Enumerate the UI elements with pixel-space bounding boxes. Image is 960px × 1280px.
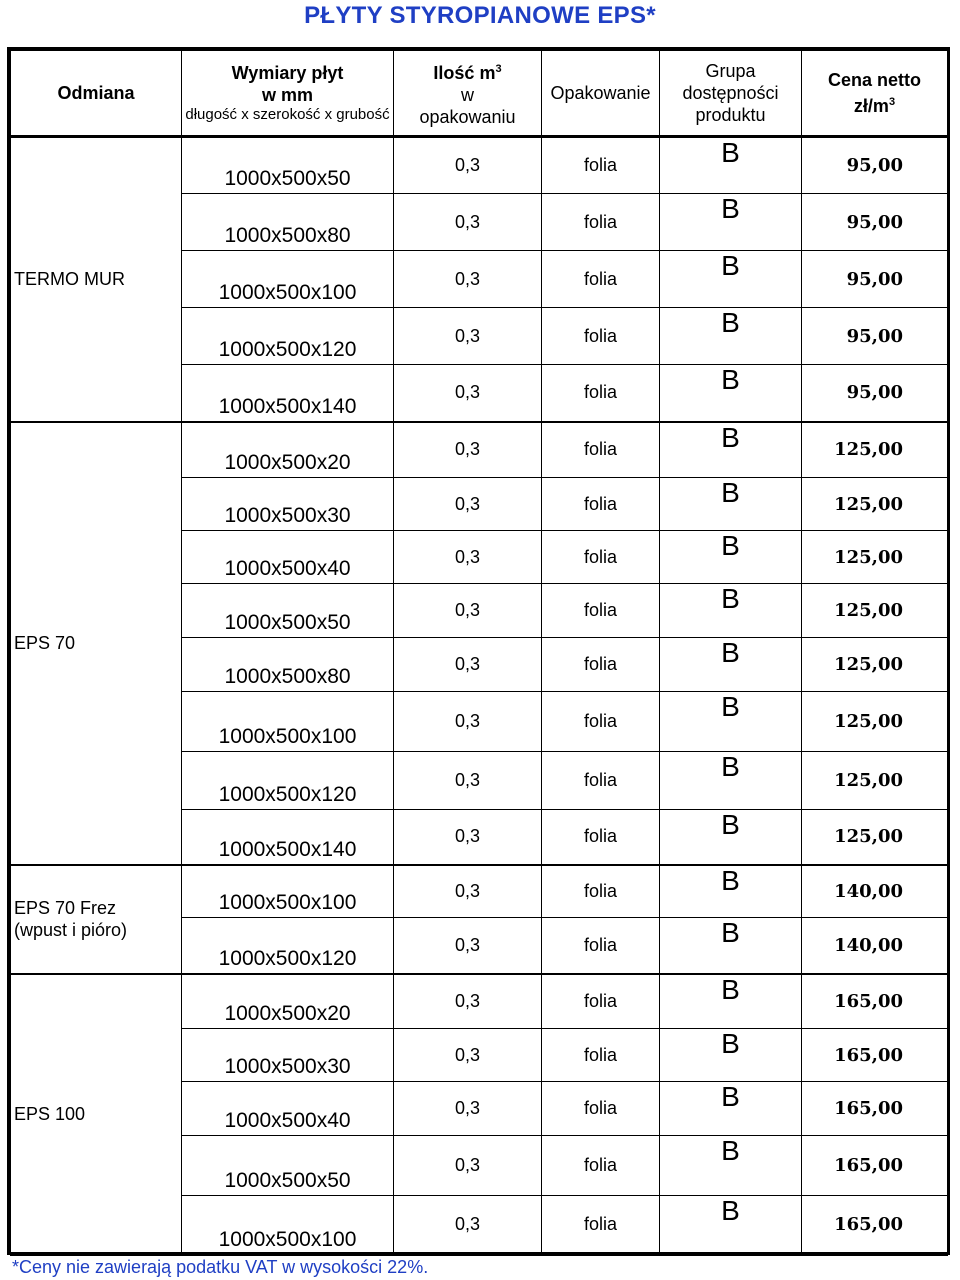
header-ilosc-line1: Ilość m	[433, 63, 496, 83]
packaging-cell: folia	[542, 974, 660, 1029]
header-grupa-line1: Grupa	[705, 61, 756, 81]
quantity-cell: 0,3	[394, 584, 542, 638]
header-wymiary-line3: długość x szerokość x grubość	[185, 106, 390, 123]
quantity-cell: 0,3	[394, 365, 542, 422]
packaging-cell: folia	[542, 308, 660, 365]
header-ilosc-sup: 3	[495, 63, 502, 75]
quantity-cell: 0,3	[394, 308, 542, 365]
dimensions-cell: 1000x500x50	[182, 1136, 394, 1196]
availability-group-cell: B	[660, 531, 802, 584]
header-ilosc-line2: w	[461, 85, 474, 105]
price-cell: 125,00	[802, 584, 948, 638]
price-cell: 165,00	[802, 1029, 948, 1082]
header-ilosc-line3: opakowaniu	[419, 107, 516, 127]
dimensions-cell: 1000x500x40	[182, 531, 394, 584]
variety-cell	[11, 974, 182, 1255]
packaging-cell: folia	[542, 1196, 660, 1255]
vat-footnote: *Ceny nie zawierają podatku VAT w wysokości 22%.	[12, 1257, 429, 1277]
packaging-cell: folia	[542, 365, 660, 422]
header-grupa-line3: produktu	[695, 105, 766, 125]
price-cell: 125,00	[802, 478, 948, 531]
packaging-cell: folia	[542, 194, 660, 251]
availability-group-cell: B	[660, 365, 802, 422]
price-table-body	[11, 137, 948, 1255]
packaging-cell: folia	[542, 584, 660, 638]
quantity-cell: 0,3	[394, 1136, 542, 1196]
quantity-cell: 0,3	[394, 1082, 542, 1136]
table-row	[11, 865, 948, 918]
dimensions-cell: 1000x500x100	[182, 692, 394, 752]
dimensions-cell: 1000x500x20	[182, 974, 394, 1029]
price-cell: 125,00	[802, 638, 948, 692]
header-wymiary	[182, 51, 394, 137]
price-cell: 95,00	[802, 194, 948, 251]
availability-group-cell: B	[660, 1136, 802, 1196]
price-cell: 125,00	[802, 422, 948, 478]
price-cell: 95,00	[802, 365, 948, 422]
packaging-cell: folia	[542, 137, 660, 194]
availability-group-cell: B	[660, 1029, 802, 1082]
quantity-cell: 0,3	[394, 810, 542, 865]
dimensions-cell: 1000x500x120	[182, 308, 394, 365]
variety-name: TERMO MUR	[14, 269, 125, 290]
availability-group-cell: B	[660, 137, 802, 194]
quantity-cell: 0,3	[394, 638, 542, 692]
packaging-cell: folia	[542, 1136, 660, 1196]
availability-group-cell: B	[660, 810, 802, 865]
header-row	[11, 51, 948, 137]
price-cell: 165,00	[802, 1082, 948, 1136]
dimensions-cell: 1000x500x140	[182, 365, 394, 422]
dimensions-cell: 1000x500x100	[182, 865, 394, 918]
packaging-cell: folia	[542, 478, 660, 531]
dimensions-cell: 1000x500x20	[182, 422, 394, 478]
variety-cell	[11, 422, 182, 865]
header-odmiana: Odmiana	[11, 51, 182, 137]
dimensions-cell: 1000x500x120	[182, 918, 394, 974]
price-cell: 125,00	[802, 531, 948, 584]
price-cell: 165,00	[802, 1196, 948, 1255]
packaging-cell: folia	[542, 638, 660, 692]
price-cell: 165,00	[802, 974, 948, 1029]
price-cell: 125,00	[802, 810, 948, 865]
availability-group-cell: B	[660, 422, 802, 478]
dimensions-cell: 1000x500x80	[182, 194, 394, 251]
dimensions-cell: 1000x500x100	[182, 251, 394, 308]
price-cell: 140,00	[802, 918, 948, 974]
quantity-cell: 0,3	[394, 918, 542, 974]
table-row	[11, 137, 948, 194]
quantity-cell: 0,3	[394, 692, 542, 752]
price-table	[7, 47, 950, 1255]
variety-name: EPS 70	[14, 633, 76, 653]
availability-group-cell: B	[660, 1082, 802, 1136]
packaging-cell: folia	[542, 810, 660, 865]
dimensions-cell: 1000x500x40	[182, 1082, 394, 1136]
dimensions-cell: 1000x500x100	[182, 1196, 394, 1255]
dimensions-cell: 1000x500x120	[182, 752, 394, 810]
dimensions-cell: 1000x500x30	[182, 478, 394, 531]
quantity-cell: 0,3	[394, 974, 542, 1029]
quantity-cell: 0,3	[394, 194, 542, 251]
quantity-cell: 0,3	[394, 1029, 542, 1082]
variety-cell	[11, 137, 182, 422]
availability-group-cell: B	[660, 1196, 802, 1255]
header-grupa	[660, 51, 802, 137]
dimensions-cell: 1000x500x30	[182, 1029, 394, 1082]
quantity-cell: 0,3	[394, 1196, 542, 1255]
price-cell: 95,00	[802, 308, 948, 365]
dimensions-cell: 1000x500x50	[182, 584, 394, 638]
availability-group-cell: B	[660, 974, 802, 1029]
header-cena-sup: 3	[888, 96, 896, 108]
variety-name: EPS 100	[14, 1104, 86, 1124]
price-cell: 125,00	[802, 752, 948, 810]
price-cell: 140,00	[802, 865, 948, 918]
quantity-cell: 0,3	[394, 422, 542, 478]
availability-group-cell: B	[660, 478, 802, 531]
table-row	[11, 974, 948, 1029]
header-ilosc	[394, 51, 542, 137]
header-cena-line2: zł/m	[853, 96, 889, 116]
quantity-cell: 0,3	[394, 478, 542, 531]
dimensions-cell: 1000x500x50	[182, 137, 394, 194]
header-cena-line1: Cena netto	[827, 70, 921, 90]
packaging-cell: folia	[542, 531, 660, 584]
header-opakowanie: Opakowanie	[542, 51, 660, 137]
packaging-cell: folia	[542, 422, 660, 478]
quantity-cell: 0,3	[394, 251, 542, 308]
header-cena	[802, 51, 948, 137]
packaging-cell: folia	[542, 251, 660, 308]
quantity-cell: 0,3	[394, 752, 542, 810]
packaging-cell: folia	[542, 752, 660, 810]
quantity-cell: 0,3	[394, 137, 542, 194]
availability-group-cell: B	[660, 638, 802, 692]
header-grupa-line2: dostępności	[682, 83, 779, 103]
header-wymiary-line1: Wymiary płyt	[231, 63, 344, 83]
table-row	[11, 422, 948, 478]
availability-group-cell: B	[660, 752, 802, 810]
price-table-grid	[10, 50, 948, 1256]
availability-group-cell: B	[660, 194, 802, 251]
variety-cell	[11, 865, 182, 974]
price-cell: 125,00	[802, 692, 948, 752]
availability-group-cell: B	[660, 918, 802, 974]
availability-group-cell: B	[660, 584, 802, 638]
packaging-cell: folia	[542, 1029, 660, 1082]
dimensions-cell: 1000x500x140	[182, 810, 394, 865]
availability-group-cell: B	[660, 308, 802, 365]
variety-subname: (wpust i pióro)	[14, 920, 128, 940]
price-cell: 95,00	[802, 137, 948, 194]
price-cell: 165,00	[802, 1136, 948, 1196]
quantity-cell: 0,3	[394, 531, 542, 584]
price-cell: 95,00	[802, 251, 948, 308]
dimensions-cell: 1000x500x80	[182, 638, 394, 692]
quantity-cell: 0,3	[394, 865, 542, 918]
packaging-cell: folia	[542, 692, 660, 752]
availability-group-cell: B	[660, 692, 802, 752]
page-title: PŁYTY STYROPIANOWE EPS*	[304, 2, 656, 29]
packaging-cell: folia	[542, 865, 660, 918]
packaging-cell: folia	[542, 918, 660, 974]
variety-name: EPS 70 Frez	[14, 898, 117, 918]
availability-group-cell: B	[660, 251, 802, 308]
packaging-cell: folia	[542, 1082, 660, 1136]
availability-group-cell: B	[660, 865, 802, 918]
header-wymiary-line2: w mm	[261, 85, 313, 105]
